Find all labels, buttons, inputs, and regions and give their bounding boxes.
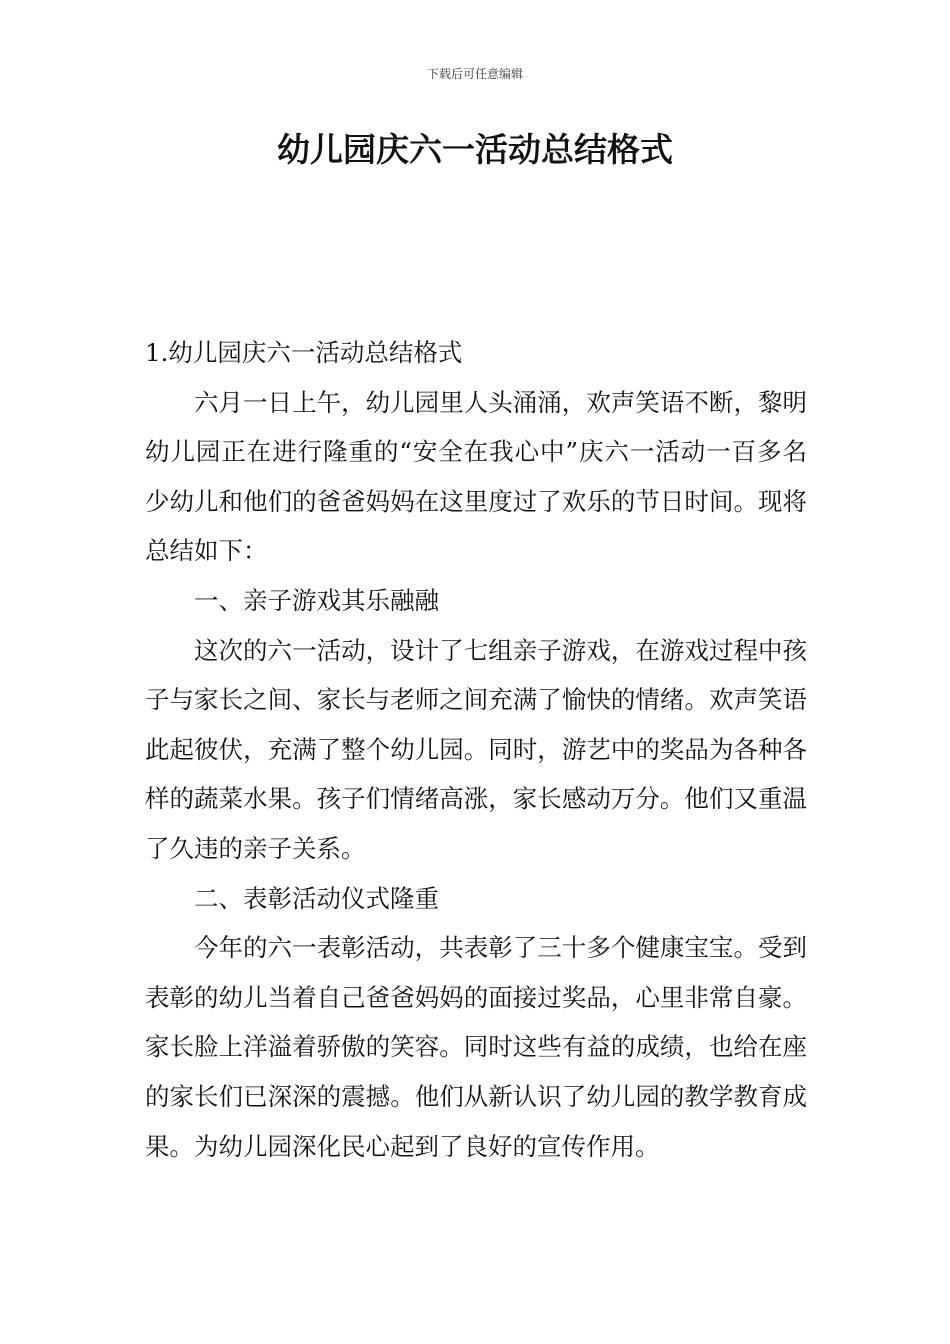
subheading-commendation-ceremony: 二、表彰活动仪式隆重	[194, 883, 439, 913]
page-header-note: 下载后可任意编辑	[426, 67, 523, 81]
intro-paragraph: 六月一日上午，幼儿园里人头涌涌，欢声笑语不断，黎明幼儿园正在进行隆重的“安全在我心中”庆六一活动一百多名少幼儿和他们的爸爸妈妈在这里度过了欢乐的节日时间。现将总结如下：	[145, 387, 807, 566]
paragraph-parent-child-games: 这次的六一活动，设计了七组亲子游戏，在游戏过程中孩子与家长之间、家长与老师之间充满了愉快的情绪。欢声笑语此起彼伏，充满了整个幼儿园。同时，游艺中的奖品为各种各样的蔬菜水果。孩子们情绪高涨，家长感动万分。他们又重温了久违的亲子关系。	[145, 635, 807, 863]
document-title: 幼儿园庆六一活动总结格式	[277, 130, 673, 169]
document-body	[145, 328, 807, 1171]
subheading-parent-child-games: 一、亲子游戏其乐融融	[194, 585, 439, 615]
paragraph-commendation-ceremony: 今年的六一表彰活动，共表彰了三十多个健康宝宝。受到表彰的幼儿当着自己爸爸妈妈的面接过奖品，心里非常自豪。家长脸上洋溢着骄傲的笑容。同时这些有益的成绩，也给在座的家长们已深深的震撼。他们从新认识了幼儿园的教学教育成果。为幼儿园深化民心起到了良好的宣传作用。	[145, 933, 807, 1161]
section-heading: 1.幼儿园庆六一活动总结格式	[145, 338, 463, 367]
